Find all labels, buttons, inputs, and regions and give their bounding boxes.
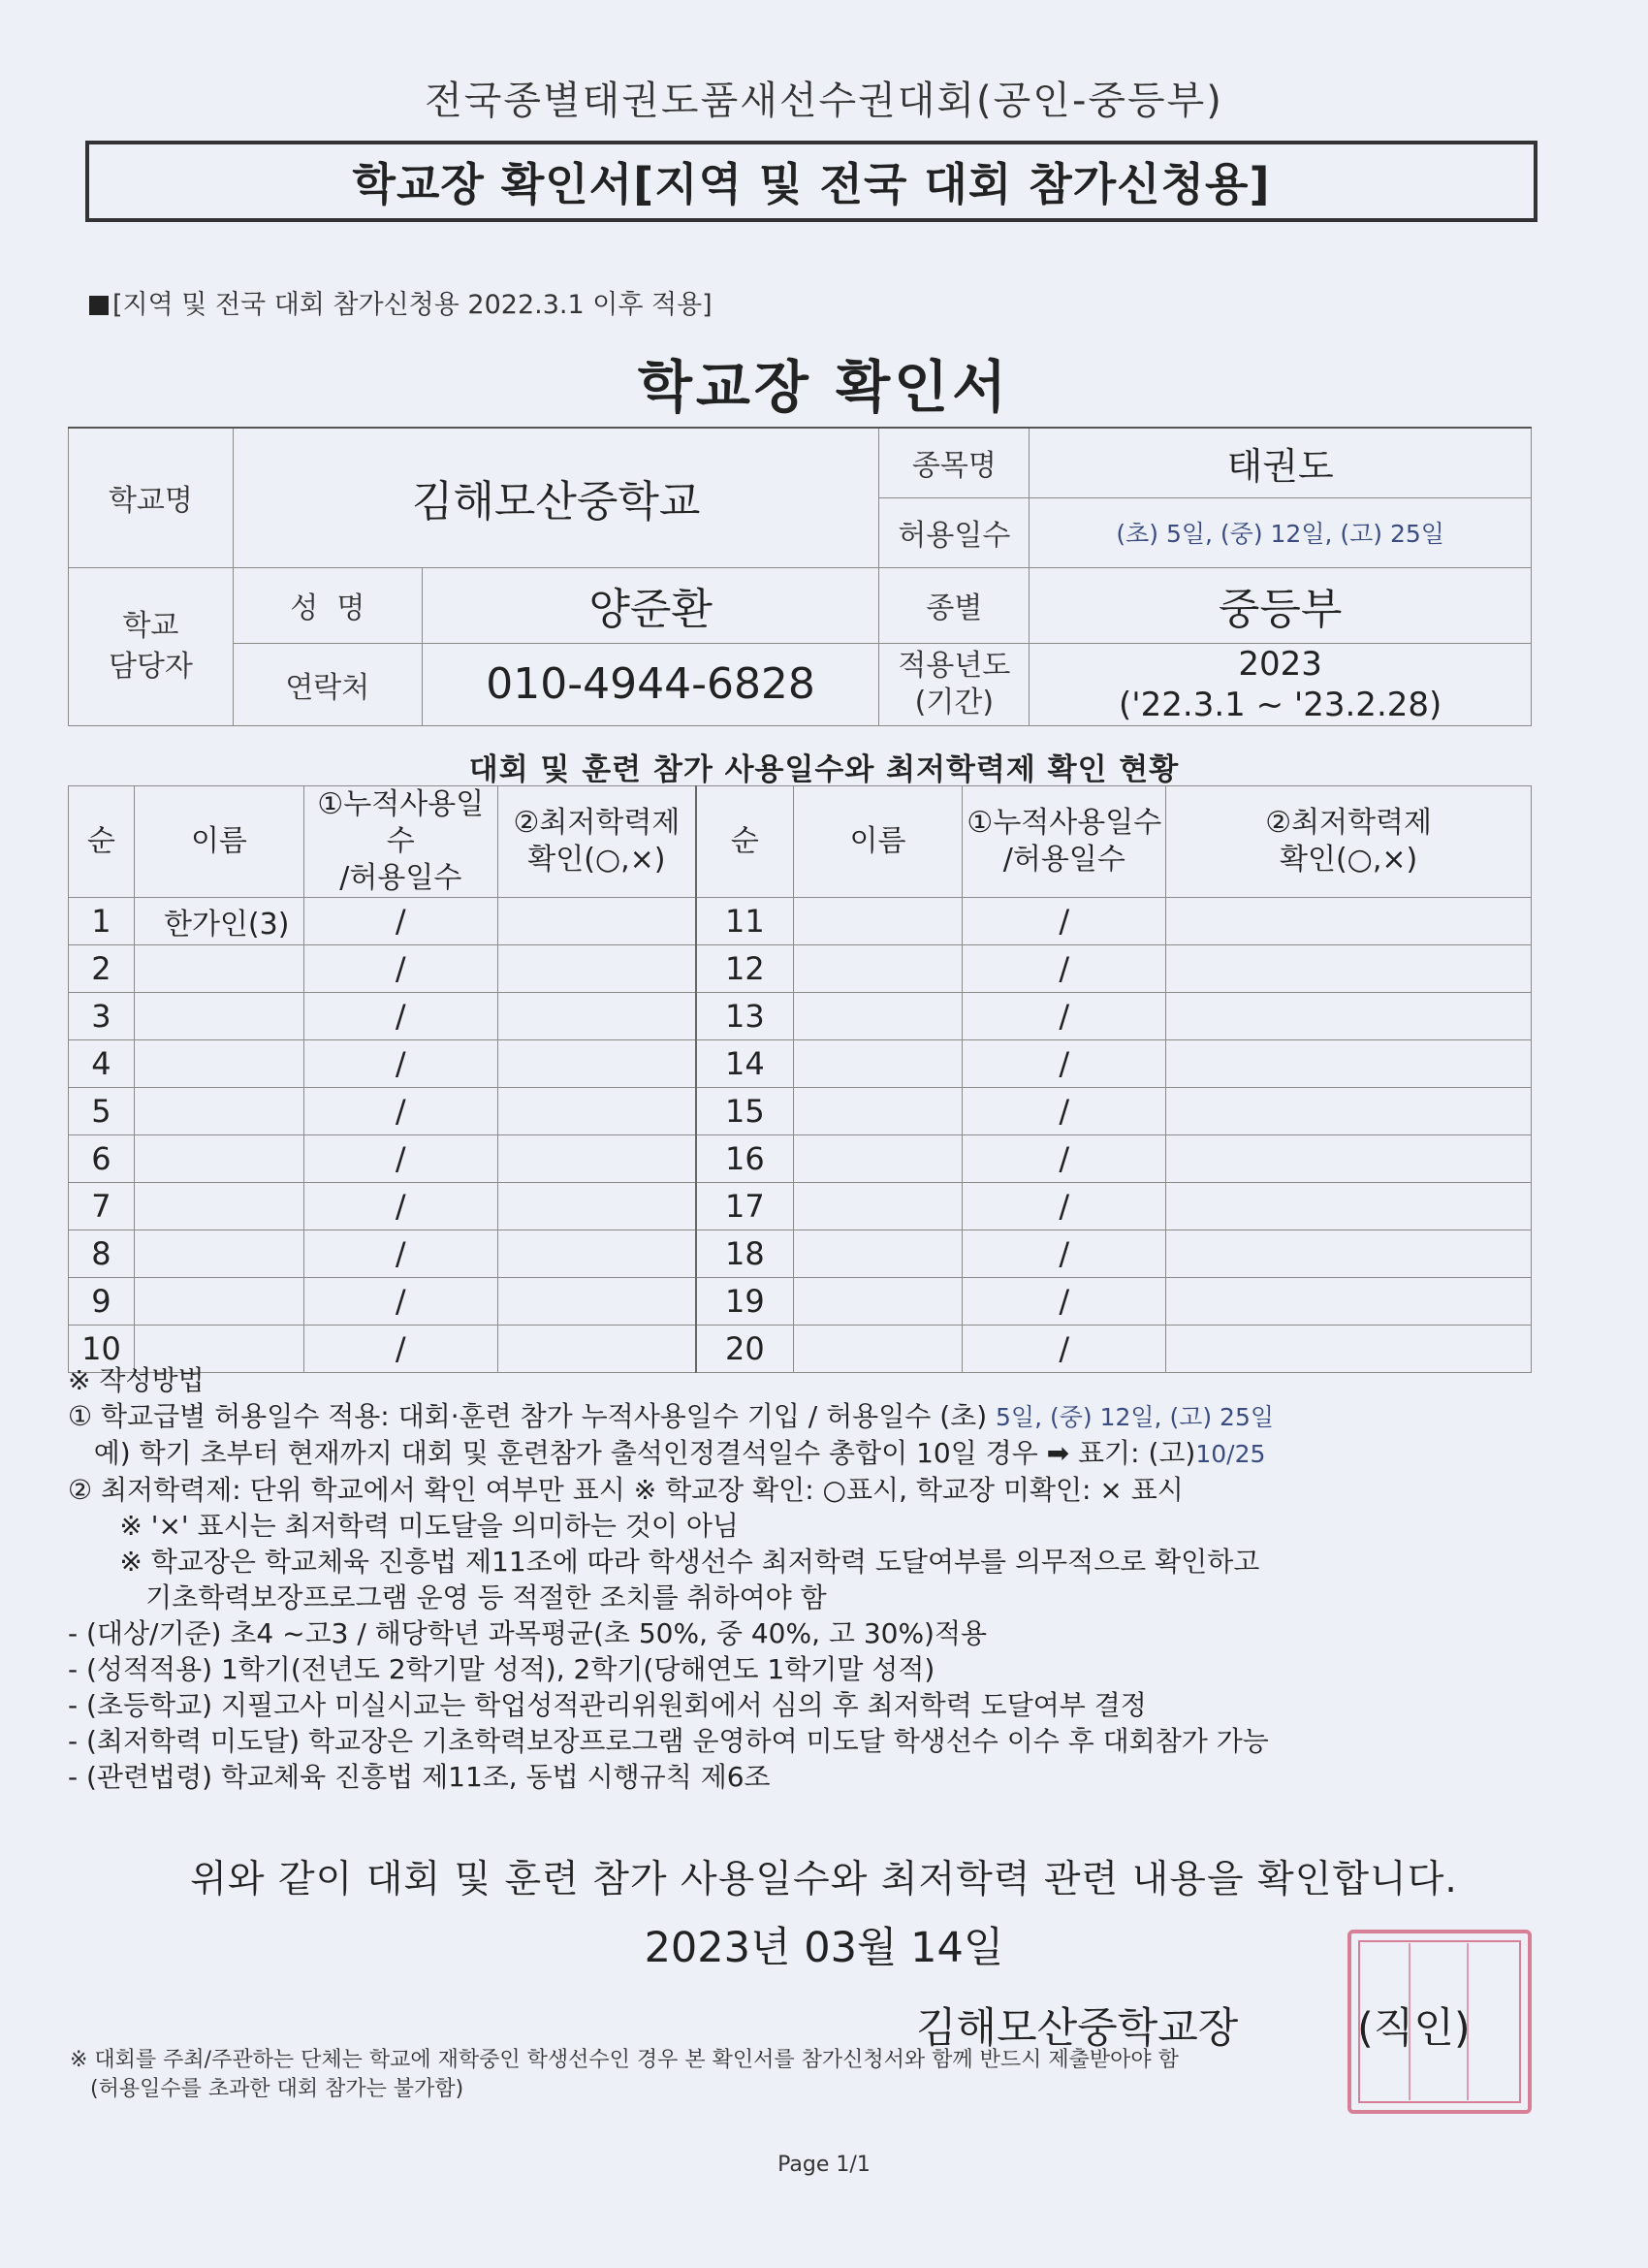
row-name xyxy=(793,1183,963,1230)
row-no: 14 xyxy=(696,1040,793,1088)
row-name: 한가인(3) xyxy=(134,898,303,945)
table-row xyxy=(69,1040,1532,1088)
row-academic xyxy=(1166,1040,1532,1088)
name-label: 성 명 xyxy=(233,567,422,643)
row-academic xyxy=(1166,945,1532,993)
footer-note-line: ※ 대회를 주최/주관하는 단체는 학교에 재학중인 학생선수인 경우 본 확인서를 참가신청서와 함께 반드시 제출받아야 함 xyxy=(70,2048,1179,2072)
row-no: 4 xyxy=(69,1040,135,1088)
row-name xyxy=(793,1040,963,1088)
seal-label: (직인) xyxy=(1357,2004,1471,2053)
example-fraction: 10/25 xyxy=(1195,1440,1266,1468)
row-no: 15 xyxy=(696,1088,793,1135)
row-no: 13 xyxy=(696,993,793,1040)
section-title: 대회 및 훈련 참가 사용일수와 최저학력제 확인 현황 xyxy=(468,752,1180,787)
row-name xyxy=(793,993,963,1040)
row-no: 2 xyxy=(69,945,135,993)
participation-table xyxy=(68,785,1532,1373)
table-row xyxy=(69,1183,1532,1230)
table-row xyxy=(69,993,1532,1040)
row-academic xyxy=(1166,1088,1532,1135)
instruction-line: - (최저학력 미도달) 학교장은 기초학력보장프로그램 운영하여 미도달 학생선수 이수 후 대회참가 가능 xyxy=(68,1725,1269,1757)
row-academic xyxy=(497,1135,696,1183)
row-academic xyxy=(497,1040,696,1088)
instructions-heading: ※ 작성방법 xyxy=(68,1364,205,1396)
row-academic xyxy=(1166,1230,1532,1278)
school-value: 김해모산중학교 xyxy=(233,428,879,567)
row-days: / xyxy=(963,1326,1166,1373)
row-academic xyxy=(497,1230,696,1278)
year-period-cell xyxy=(1030,643,1532,725)
row-name xyxy=(793,1088,963,1135)
table-row xyxy=(69,1278,1532,1326)
header-academic-left: ②최저학력제 확인(○,×) xyxy=(497,786,696,898)
document-date: 2023년 03월 14일 xyxy=(644,1924,1004,1972)
row-academic xyxy=(1166,1135,1532,1183)
row-no: 16 xyxy=(696,1135,793,1183)
row-no: 3 xyxy=(69,993,135,1040)
row-academic xyxy=(1166,1183,1532,1230)
header-days-left: ①누적사용일수 /허용일수 xyxy=(303,786,497,898)
row-days: / xyxy=(303,1135,497,1183)
row-name xyxy=(793,1278,963,1326)
row-name xyxy=(134,945,303,993)
confirmation-statement: 위와 같이 대회 및 훈련 참가 사용일수와 최저학력 관련 내용을 확인합니다. xyxy=(190,1858,1458,1901)
row-days: / xyxy=(303,1088,497,1135)
row-days: / xyxy=(963,1040,1166,1088)
row-no: 7 xyxy=(69,1183,135,1230)
name-value: 양준환 xyxy=(422,567,879,643)
row-no: 6 xyxy=(69,1135,135,1183)
event-label: 종목명 xyxy=(879,428,1030,497)
table-row xyxy=(69,898,1532,945)
table-header-row xyxy=(69,786,1532,898)
instruction-line: - (관련법령) 학교체육 진흥법 제11조, 동법 시행규칙 제6조 xyxy=(68,1761,771,1793)
boxed-title: 학교장 확인서[지역 및 전국 대회 참가신청용] xyxy=(85,141,1537,222)
row-no: 10 xyxy=(69,1326,135,1373)
allowed-label: 허용일수 xyxy=(879,497,1030,567)
instruction-line: ※ 학교장은 학교체육 진흥법 제11조에 따라 학생선수 최저학력 도달여부를 의무적으로 확인하고 xyxy=(68,1546,1260,1578)
row-days: / xyxy=(963,898,1166,945)
row-days: / xyxy=(963,1230,1166,1278)
header-days-right: ①누적사용일수 /허용일수 xyxy=(963,786,1166,898)
instruction-line xyxy=(68,1435,1274,1472)
row-days: / xyxy=(303,1183,497,1230)
instruction-line: ② 최저학력제: 단위 학교에서 확인 여부만 표시 ※ 학교장 확인: ○표시, 학교장 미확인: × 표시 xyxy=(68,1474,1184,1506)
row-academic xyxy=(1166,898,1532,945)
main-title: 학교장 확인서 xyxy=(637,354,1011,420)
phone-value: 010-4944-6828 xyxy=(422,643,879,725)
apply-note-text: [지역 및 전국 대회 참가신청용 2022.3.1 이후 적용] xyxy=(112,290,713,320)
row-days: / xyxy=(963,1088,1166,1135)
row-no: 18 xyxy=(696,1230,793,1278)
row-days: / xyxy=(963,945,1166,993)
row-days: / xyxy=(303,1326,497,1373)
instruction-line: ※ '×' 표시는 최저학력 미도달을 의미하는 것이 아님 xyxy=(68,1510,739,1542)
row-name xyxy=(793,1135,963,1183)
table-row xyxy=(69,1088,1532,1135)
row-days: / xyxy=(963,993,1166,1040)
apply-note xyxy=(89,283,713,321)
row-days: / xyxy=(303,945,497,993)
row-days: / xyxy=(963,1278,1166,1326)
row-days: / xyxy=(303,1230,497,1278)
row-no: 19 xyxy=(696,1278,793,1326)
header-academic-right: ②최저학력제 확인(○,×) xyxy=(1166,786,1532,898)
principal-name: 김해모산중학교장 xyxy=(916,2004,1239,2053)
instruction-text: 예) 학기 초부터 현재까지 대회 및 훈련참가 출석인정결석일수 총합이 10일 경우 ➡ 표기: (고) xyxy=(68,1437,1196,1469)
event-value: 태권도 xyxy=(1030,428,1532,497)
footer-note xyxy=(70,2046,1179,2104)
page-number: Page 1/1 xyxy=(777,2153,871,2177)
row-days: / xyxy=(963,1183,1166,1230)
row-academic xyxy=(1166,993,1532,1040)
instruction-text: ① 학교급별 허용일수 적용: 대회·훈련 참가 누적사용일수 기입 / 허용일수 (초) xyxy=(68,1400,988,1432)
instruction-line xyxy=(68,1398,1274,1435)
row-name xyxy=(793,1230,963,1278)
row-no: 1 xyxy=(69,898,135,945)
info-table xyxy=(68,427,1532,726)
row-no: 9 xyxy=(69,1278,135,1326)
phone-label: 연락처 xyxy=(233,643,422,725)
allowed-value: (초) 5일, (중) 12일, (고) 25일 xyxy=(1030,497,1532,567)
table-row xyxy=(69,1135,1532,1183)
row-name xyxy=(134,1135,303,1183)
contact-group-label: 학교 담당자 xyxy=(69,567,234,725)
instruction-line: - (대상/기준) 초4 ~고3 / 해당학년 과목평균(초 50%, 중 40%, 고 30%)적용 xyxy=(68,1617,988,1649)
row-no: 11 xyxy=(696,898,793,945)
row-no: 20 xyxy=(696,1326,793,1373)
row-academic xyxy=(497,993,696,1040)
row-name xyxy=(134,1183,303,1230)
year-value: 2023 xyxy=(1238,644,1322,684)
row-name xyxy=(134,1040,303,1088)
row-name xyxy=(793,898,963,945)
school-label: 학교명 xyxy=(69,428,234,567)
row-name xyxy=(134,1230,303,1278)
row-no: 12 xyxy=(696,945,793,993)
row-days: / xyxy=(303,898,497,945)
row-academic xyxy=(497,1278,696,1326)
row-days: / xyxy=(303,993,497,1040)
square-bullet-icon xyxy=(89,296,109,315)
row-name xyxy=(793,945,963,993)
row-no: 17 xyxy=(696,1183,793,1230)
row-days: / xyxy=(303,1278,497,1326)
year-label: 적용년도 (기간) xyxy=(879,643,1030,725)
row-academic xyxy=(497,1183,696,1230)
row-academic xyxy=(497,898,696,945)
allowed-days-text: 5일, (중) 12일, (고) 25일 xyxy=(996,1403,1275,1431)
table-row xyxy=(69,1230,1532,1278)
row-academic xyxy=(497,1088,696,1135)
footer-note-line: (허용일수를 초과한 대회 참가는 불가함) xyxy=(70,2077,464,2101)
period-value: ('22.3.1 ~ '23.2.28) xyxy=(1119,685,1442,724)
row-name xyxy=(134,993,303,1040)
instruction-line: - (성적적용) 1학기(전년도 2학기말 성적), 2학기(당해연도 1학기말 성적) xyxy=(68,1653,935,1685)
division-value: 중등부 xyxy=(1030,567,1532,643)
division-label: 종별 xyxy=(879,567,1030,643)
instructions xyxy=(68,1362,1274,1795)
row-no: 5 xyxy=(69,1088,135,1135)
header-name-right: 이름 xyxy=(793,786,963,898)
row-academic xyxy=(1166,1278,1532,1326)
row-days: / xyxy=(963,1135,1166,1183)
row-no: 8 xyxy=(69,1230,135,1278)
top-heading: 전국종별태권도품새선수권대회(공인-중등부) xyxy=(425,79,1223,123)
header-name-left: 이름 xyxy=(134,786,303,898)
row-name xyxy=(134,1088,303,1135)
instruction-line: - (초등학교) 지필고사 미실시교는 학업성적관리위원회에서 심의 후 최저학력 도달여부 결정 xyxy=(68,1689,1147,1721)
row-name xyxy=(134,1278,303,1326)
instruction-line: 기초학력보장프로그램 운영 등 적절한 조치를 취하여야 함 xyxy=(68,1581,827,1613)
header-no-left: 순 xyxy=(69,786,135,898)
row-days: / xyxy=(303,1040,497,1088)
header-no-right: 순 xyxy=(696,786,793,898)
table-row xyxy=(69,945,1532,993)
participation-table-body xyxy=(69,786,1532,1373)
row-academic xyxy=(497,945,696,993)
